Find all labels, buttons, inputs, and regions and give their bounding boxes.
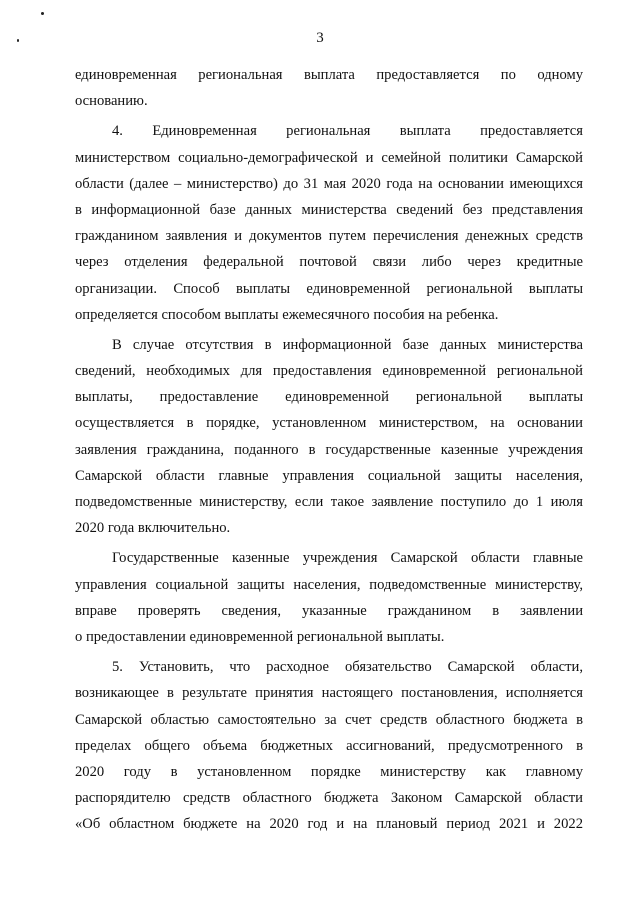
text-line: министерством социально-демографической и семейной политики Самарской bbox=[75, 149, 583, 166]
page-number: 3 bbox=[316, 30, 324, 46]
text-line: Самарской областью самостоятельно за счет средств областного бюджета в bbox=[75, 711, 583, 728]
paragraph bbox=[75, 62, 583, 114]
paragraph bbox=[75, 332, 583, 542]
paragraph bbox=[75, 654, 583, 837]
text-line: заявления гражданина, поданного в государственные казенные учреждения bbox=[75, 441, 583, 458]
text-line: 4. Единовременная региональная выплата предоставляется bbox=[112, 123, 583, 140]
text-line: вправе проверять сведения, указанные гражданином в заявлении bbox=[75, 602, 583, 619]
text-line: 2020 года включительно. bbox=[75, 520, 231, 537]
text-line: 5. Установить, что расходное обязательство Самарской области, bbox=[112, 659, 583, 676]
text-line: основанию. bbox=[75, 93, 148, 110]
text-line: возникающее в результате принятия настоящего постановления, исполняется bbox=[75, 685, 583, 702]
text-line: о предоставлении единовременной региональной выплаты. bbox=[75, 628, 445, 645]
text-line: 2020 году в установленном порядке министерству как главному bbox=[75, 763, 583, 780]
text-line: управления социальной защиты населения, подведомственные министерству, bbox=[75, 576, 583, 593]
text-line: «Об областном бюджете на 2020 год и на плановый период 2021 и 2022 bbox=[75, 816, 583, 833]
text-line: через отделения федеральной почтовой связи либо через кредитные bbox=[75, 254, 583, 271]
text-line: определяется способом выплаты ежемесячного пособия на ребенка. bbox=[75, 306, 499, 323]
scan-speck bbox=[41, 12, 44, 15]
text-line: подведомственные министерству, если такое заявление поступило до 1 июля bbox=[75, 494, 583, 510]
text-line: в информационной базе данных министерства сведений без представления bbox=[75, 201, 583, 218]
document-body bbox=[75, 62, 583, 837]
text-line: единовременная региональная выплата предоставляется по одному bbox=[75, 67, 583, 83]
text-line: распорядителю средств областного бюджета Законом Самарской области bbox=[75, 790, 583, 807]
text-line: гражданином заявления и документов путем перечисления денежных средств bbox=[75, 228, 583, 245]
paragraph bbox=[75, 545, 583, 650]
text-line: области (далее – министерство) до 31 мая 2020 года на основании имеющихся bbox=[75, 175, 583, 192]
text-line: организации. Способ выплаты единовременной региональной выплаты bbox=[75, 280, 583, 297]
text-line: В случае отсутствия в информационной базе данных министерства bbox=[112, 336, 583, 353]
paragraph bbox=[75, 118, 583, 328]
text-line: пределах общего объема бюджетных ассигнований, предусмотренного в bbox=[75, 737, 583, 754]
text-line: выплаты, предоставление единовременной региональной выплаты bbox=[75, 389, 583, 406]
text-line: Самарской области главные управления социальной защиты населения, bbox=[75, 467, 583, 484]
text-line: сведений, необходимых для предоставления единовременной региональной bbox=[75, 363, 583, 380]
text-line: осуществляется в порядке, установленном министерством, на основании bbox=[75, 415, 583, 432]
text-line: Государственные казенные учреждения Самарской области главные bbox=[112, 550, 583, 567]
